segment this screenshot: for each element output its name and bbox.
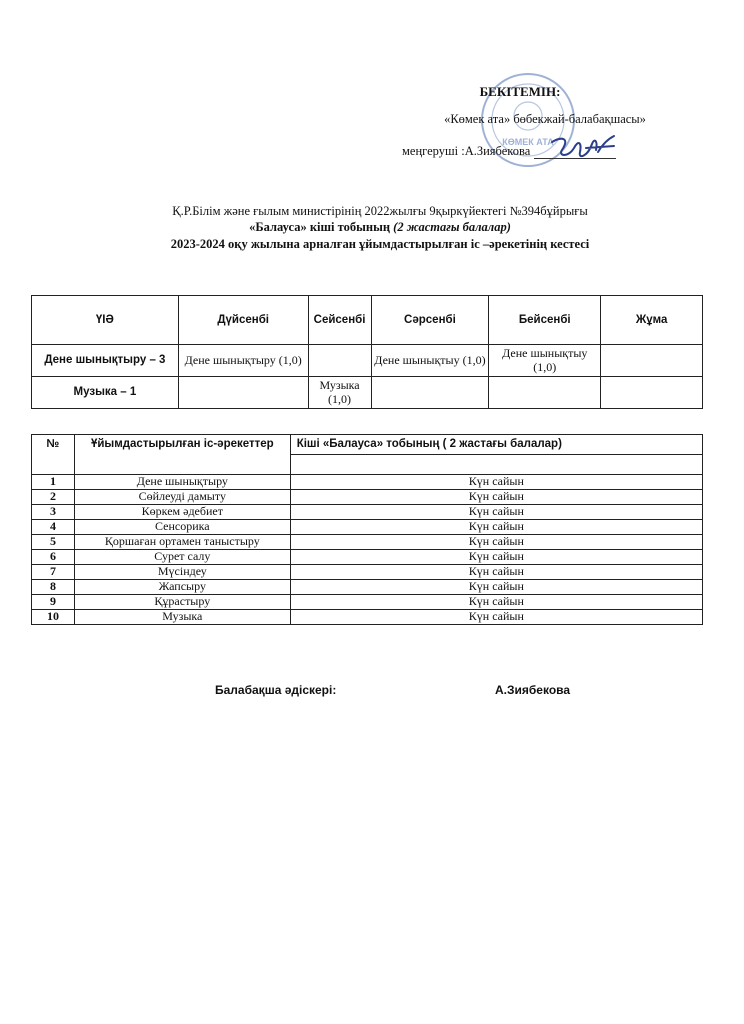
footer-role: Балабақша әдіскері: (215, 683, 337, 697)
svg-text:КӨМЕК АТА: КӨМЕК АТА (502, 137, 554, 147)
activities-table (31, 434, 703, 625)
col-header-num: № (32, 435, 75, 475)
activity-number: 10 (32, 610, 75, 625)
activity-number: 7 (32, 565, 75, 580)
activity-name: Қоршаған ортамен таныстыру (74, 535, 290, 550)
activity-row (32, 610, 703, 625)
activity-frequency: Күн сайын (290, 595, 702, 610)
activity-frequency: Күн сайын (290, 565, 702, 580)
activity-frequency: Күн сайын (290, 550, 702, 565)
schedule-cell (601, 345, 703, 377)
activity-name: Жапсыру (74, 580, 290, 595)
plan-title: 2023-2024 оқу жылына арналған ұйымдастырылған іс –әрекетінің кестесі (170, 237, 590, 251)
activity-row (32, 550, 703, 565)
activity-name: Музыка (74, 610, 290, 625)
col-header: Бейсенбі (489, 296, 601, 345)
activities-header-row (32, 435, 703, 455)
activity-number: 8 (32, 580, 75, 595)
col-header-group: Кіші «Балауса» тобының ( 2 жастағы балалар) (290, 435, 702, 455)
activity-row (32, 490, 703, 505)
order-reference: Қ.Р.Білім және ғылым министірінің 2022жылғы 9қыркүйектегі №394бұйрығы (172, 204, 588, 218)
schedule-cell (601, 377, 703, 409)
activity-row (32, 475, 703, 490)
activity-frequency: Күн сайын (290, 610, 702, 625)
activity-number: 2 (32, 490, 75, 505)
weekly-schedule-table (31, 295, 703, 409)
activity-number: 3 (32, 505, 75, 520)
schedule-cell (308, 345, 371, 377)
group-title (100, 220, 660, 235)
activity-row (32, 505, 703, 520)
approval-head-text: меңгеруші :А.Зиябекова (402, 144, 531, 158)
activity-frequency: Күн сайын (290, 520, 702, 535)
schedule-cell: Дене шынықтыу (1,0) (371, 345, 489, 377)
activity-name: Дене шынықтыру (74, 475, 290, 490)
activity-name: Көркем әдебиет (74, 505, 290, 520)
schedule-cell (178, 377, 308, 409)
schedule-row (32, 345, 703, 377)
activity-number: 9 (32, 595, 75, 610)
activity-frequency: Күн сайын (290, 475, 702, 490)
col-header: Жұма (601, 296, 703, 345)
activity-number: 5 (32, 535, 75, 550)
activity-row (32, 565, 703, 580)
schedule-cell: Музыка (1,0) (308, 377, 371, 409)
activity-number: 1 (32, 475, 75, 490)
schedule-cell (371, 377, 489, 409)
activity-number: 4 (32, 520, 75, 535)
empty-cell (290, 455, 702, 475)
subject-cell: Музыка – 1 (32, 377, 179, 409)
activity-name: Сөйлеуді дамыту (74, 490, 290, 505)
activity-frequency: Күн сайын (290, 580, 702, 595)
activity-number: 6 (32, 550, 75, 565)
schedule-header-row (32, 296, 703, 345)
col-header: ҮІӘ (32, 296, 179, 345)
footer-name: А.Зиябекова (495, 683, 571, 697)
approval-title: БЕКІТЕМІН: (479, 84, 561, 99)
schedule-cell (489, 377, 601, 409)
activity-row (32, 520, 703, 535)
col-header-activity: Ұйымдастырылған іс-әрекеттер (74, 435, 290, 475)
activity-name: Сенсорика (74, 520, 290, 535)
activity-name: Құрастыру (74, 595, 290, 610)
activity-frequency: Күн сайын (290, 505, 702, 520)
activity-frequency: Күн сайын (290, 490, 702, 505)
activity-row (32, 580, 703, 595)
group-age: (2 жастағы балалар) (393, 220, 511, 234)
schedule-cell: Дене шынықтыу (1,0) (489, 345, 601, 377)
col-header: Дүйсенбі (178, 296, 308, 345)
approval-org: «Көмек ата» бөбекжай-балабақшасы» (444, 112, 646, 126)
col-header: Сейсенбі (308, 296, 371, 345)
group-name: «Балауса» кіші тобының (249, 220, 391, 234)
signature (548, 132, 618, 164)
schedule-row (32, 377, 703, 409)
subject-cell: Дене шынықтыру – 3 (32, 345, 179, 377)
activity-row (32, 595, 703, 610)
activity-name: Сурет салу (74, 550, 290, 565)
activity-name: Мүсіндеу (74, 565, 290, 580)
schedule-cell: Дене шынықтыру (1,0) (178, 345, 308, 377)
activity-frequency: Күн сайын (290, 535, 702, 550)
activity-row (32, 535, 703, 550)
col-header: Сәрсенбі (371, 296, 489, 345)
